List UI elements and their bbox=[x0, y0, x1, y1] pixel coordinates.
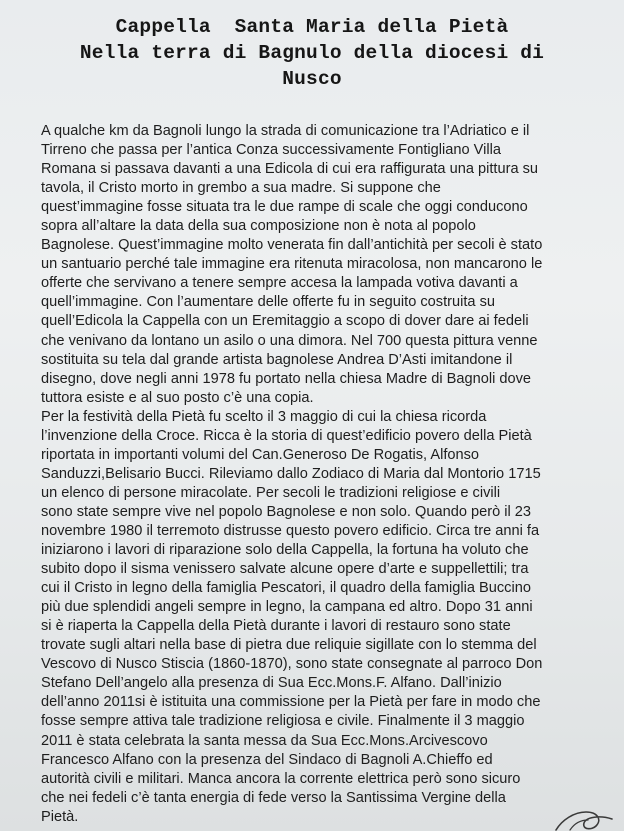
document-body bbox=[41, 122, 617, 827]
body-line: iniziarono i lavori di riparazione solo della Cappella, la fortuna ha voluto che bbox=[41, 542, 529, 559]
body-line: 2011 è stata celebrata la santa messa da Sua Ecc.Mons.Arcivescovo bbox=[41, 732, 488, 749]
body-line: fosse sempre attiva tale tradizione religiosa e civile. Finalmente il 3 maggio bbox=[41, 713, 525, 730]
body-line: disegno, dove negli anni 1978 fu portato nella chiesa Madre di Bagnoli dove bbox=[41, 370, 532, 387]
body-line: riportata in importanti volumi del Can.Generoso De Rogatis, Alfonso bbox=[41, 446, 480, 463]
body-line: che nei fedeli c’è tanta energia di fede verso la Santissima Vergine della bbox=[41, 789, 506, 806]
body-line: più due splendidi angeli sempre in legno, la campana ed altro. Dopo 31 anni bbox=[41, 599, 533, 616]
body-line: sono state sempre vive nel popolo Bagnolese e non solo. Quando però il 23 bbox=[41, 503, 532, 520]
title-line: Nella terra di Bagnulo della diocesi di bbox=[79, 42, 545, 64]
body-line: tavola, il Cristo morto in grembo a sua madre. Si suppone che bbox=[41, 180, 441, 197]
body-line: A qualche km da Bagnoli lungo la strada di comunicazione tra l’Adriatico e il bbox=[41, 123, 530, 139]
body-line: Vescovo di Nusco Stiscia (1860-1870), sono state consegnate al parroco Don bbox=[41, 656, 543, 673]
body-line: Francesco Alfano con la presenza del Sindaco di Bagnoli A.Chieffo ed bbox=[41, 751, 493, 768]
body-line: subito dopo il sisma venissero salvate alcune opere d’arte e suppellettili; tra bbox=[41, 561, 529, 578]
body-line: Pietà. bbox=[41, 808, 79, 825]
body-line: Romana si passava davanti a una Edicola di cui era raffigurata una pittura su bbox=[41, 161, 539, 178]
body-line: Stefano Dell’angelo alla presenza di Sua Ecc.Mons.F. Alfano. Dall’inizio bbox=[41, 675, 502, 692]
body-line: Per la festività della Pietà fu scelto il 3 maggio di cui la chiesa ricorda bbox=[41, 408, 487, 425]
body-line: sopra all’altare la data della sua composizione non è nota al popolo bbox=[41, 218, 476, 235]
title-line: Cappella Santa Maria della Pietà bbox=[115, 16, 509, 38]
document-title bbox=[0, 14, 624, 92]
title-line: Nusco bbox=[282, 68, 342, 90]
body-line: Sanduzzi,Belisario Bucci. Rileviamo dallo Zodiaco di Maria dal Montorio 1715 bbox=[41, 465, 541, 482]
body-line: offerte che servivano a tenere sempre accesa la lampada votiva davanti a bbox=[41, 275, 518, 292]
body-line: Bagnolese. Quest’immagine molto venerata fin dall’antichità per secoli è stato bbox=[41, 237, 543, 254]
body-line: tuttora esiste e al suo posto c’è una copia. bbox=[41, 389, 314, 406]
pen-scribble-mark bbox=[552, 806, 622, 831]
body-line: quell’Edicola la Cappella con un Eremitaggio a scopo di dover dare ai fedeli bbox=[41, 313, 529, 330]
body-line: che venivano da lontano un asilo o una dimora. Nel 700 questa pittura venne bbox=[41, 332, 538, 349]
body-line: cui il Cristo in legno della famiglia Pescatori, il quadro della famiglia Buccino bbox=[41, 580, 531, 597]
body-line: novembre 1980 il terremoto distrusse questo povero edificio. Circa tre anni fa bbox=[41, 522, 540, 539]
body-line: trovate sugli altari nella base di pietra due reliquie sigillate con lo stemma del bbox=[41, 637, 537, 654]
body-line: Tirreno che passa per l’antica Conza successivamente Fontigliano Villa bbox=[41, 142, 501, 159]
body-line: si è riaperta la Cappella della Pietà durante i lavori di restauro sono state bbox=[41, 618, 511, 635]
body-line: autorità civili e militari. Manca ancora la corrente elettrica però sono sicuro bbox=[41, 770, 521, 787]
body-line: quest’immagine fosse situata tra le due rampe di scale che oggi conducono bbox=[41, 199, 528, 216]
body-line: sostituita su tela dal grande artista bagnolese Andrea D’Asti imitandone il bbox=[41, 351, 513, 368]
body-line: un santuario perché tale immagine era ritenuta miracolosa, non mancarono le bbox=[41, 256, 543, 273]
body-line: un elenco di persone miracolate. Per secoli le tradizioni religiose e civili bbox=[41, 484, 501, 501]
body-line: l’invenzione della Croce. Ricca è la storia di quest’edificio povero della Pietà bbox=[41, 427, 532, 444]
body-line: quell’immagine. Con l’aumentare delle offerte fu in seguito costruita su bbox=[41, 294, 496, 311]
body-line: dell’anno 2011si è istituita una commissione per la Pietà per fare in modo che bbox=[41, 694, 541, 711]
